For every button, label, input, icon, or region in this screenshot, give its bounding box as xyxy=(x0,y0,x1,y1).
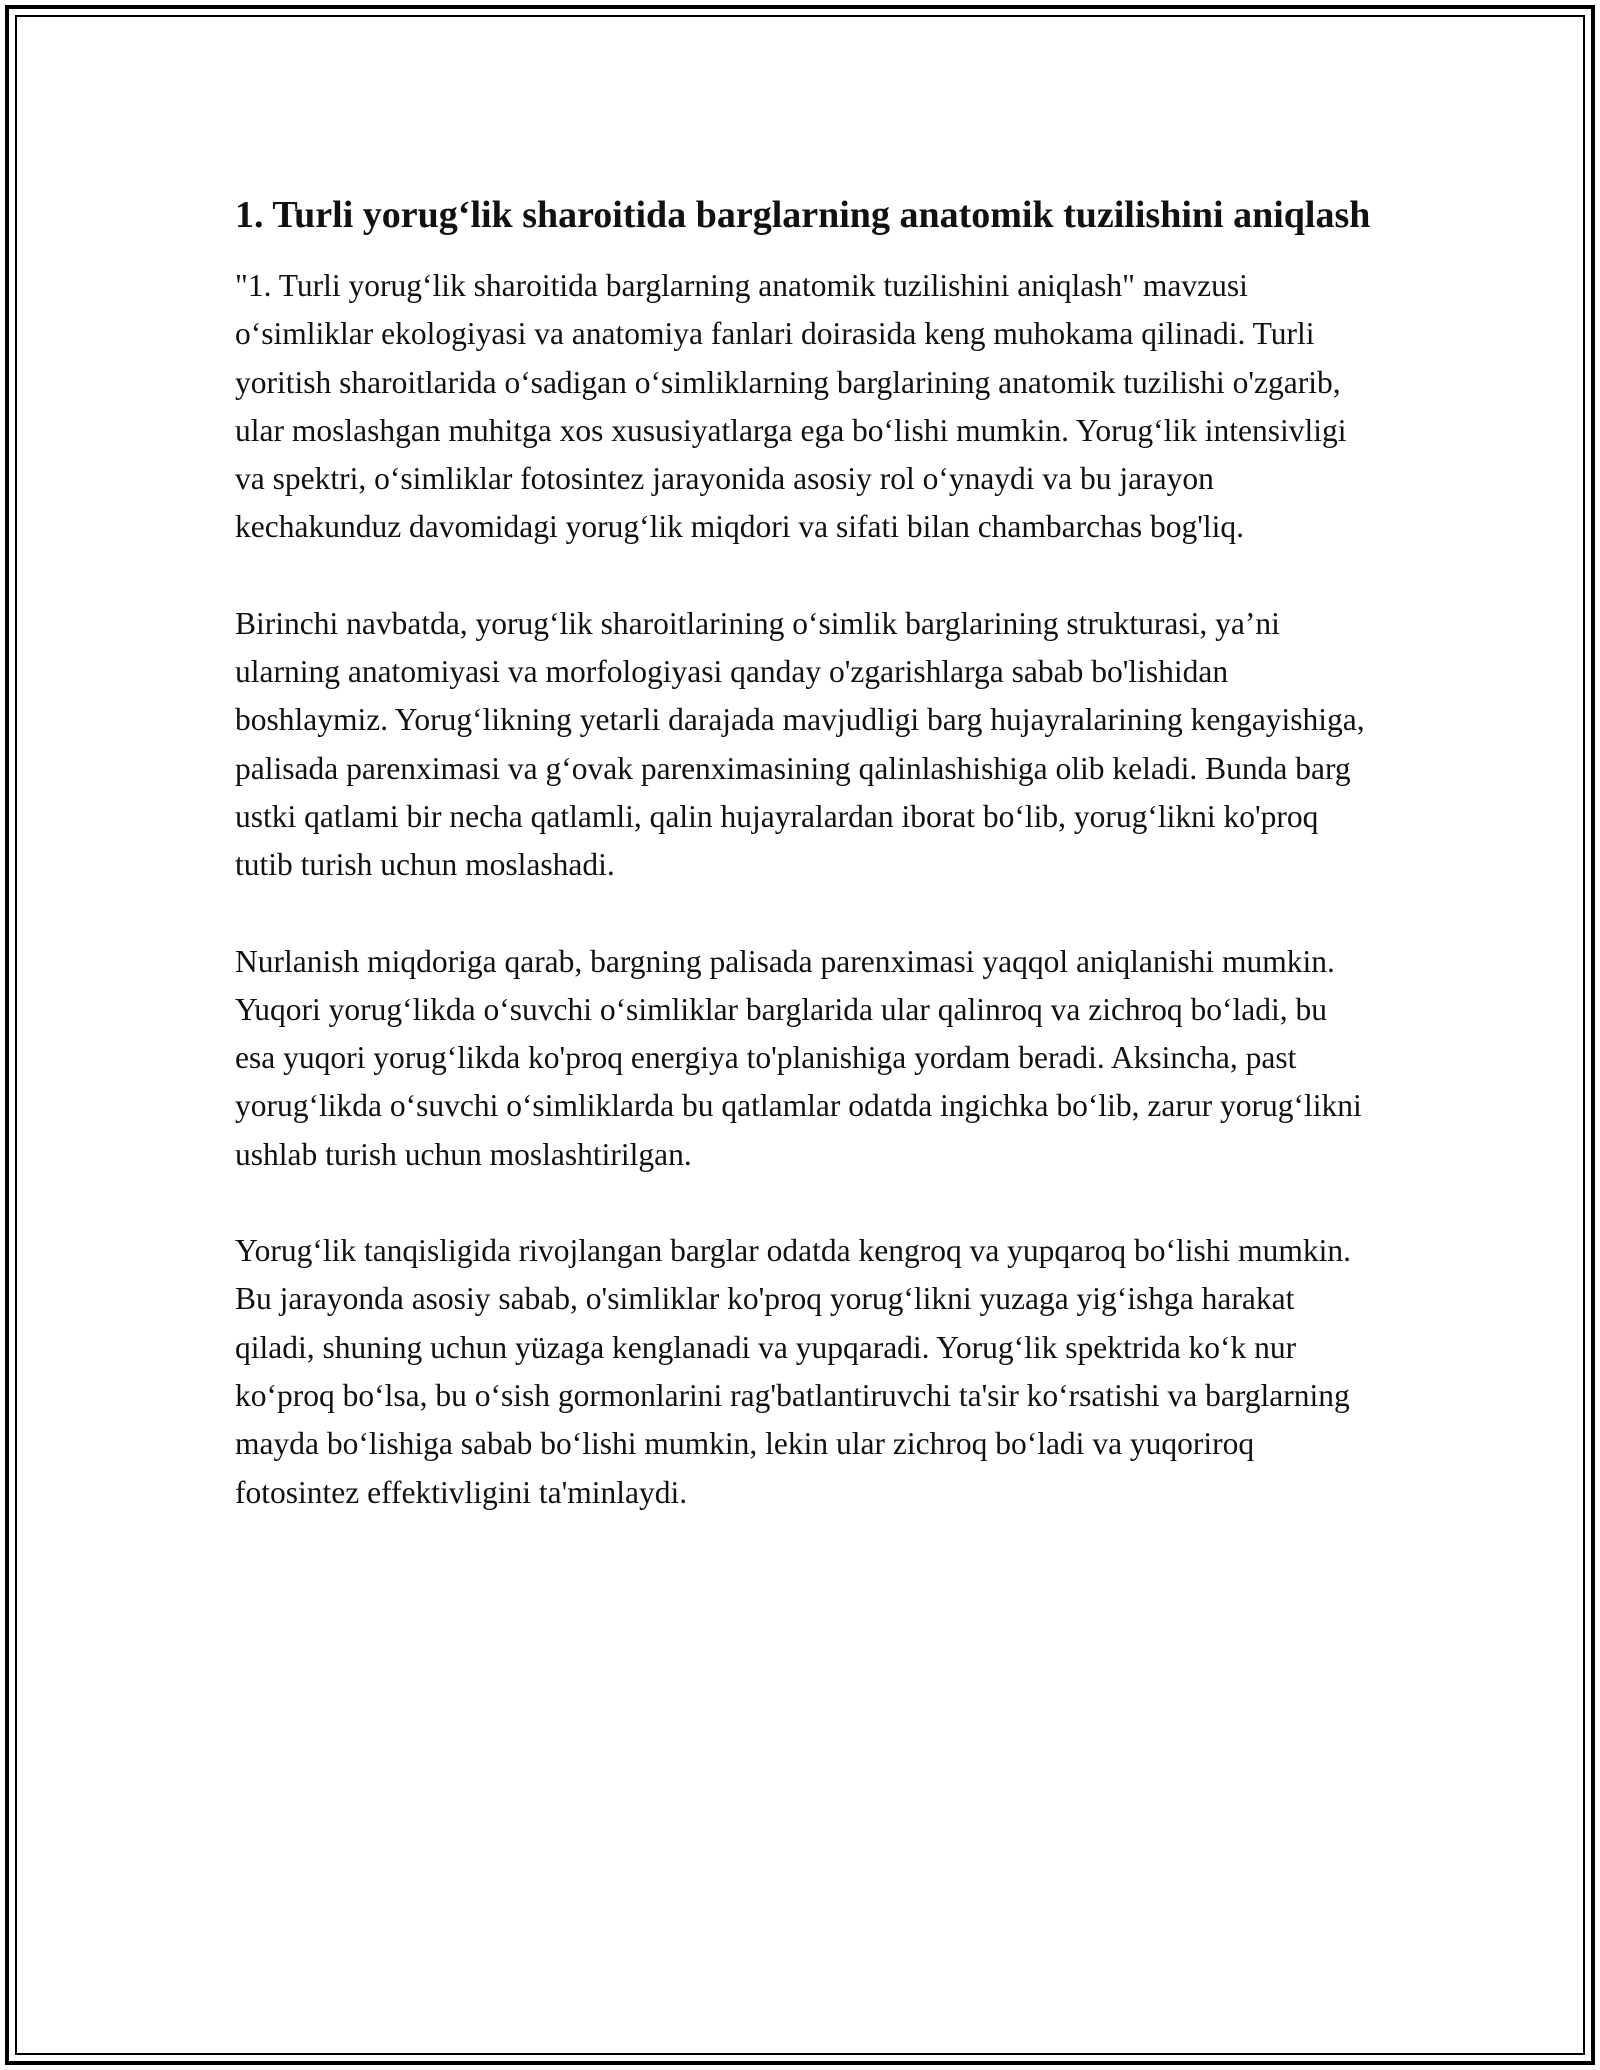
paragraph-3: Nurlanish miqdoriga qarab, bargning palisada parenximasi yaqqol aniqlanishi mumkin. Yuqori yorug‘likda o‘suvchi o‘simliklar barglarida ular qalinroq va zichroq bo‘ladi, bu esa yuqori yorug‘likda ko'proq energiya to'planishiga yordam beradi. Aksincha, past yorug‘likda o‘suvchi o‘simliklarda bu qatlamlar odatda ingichka bo‘lib, zarur yorug‘likni ushlab turish uchun moslashtirilgan. xyxy=(235,943,1362,1172)
paragraph-4: Yorug‘lik tanqisligida rivojlangan barglar odatda kengroq va yupqaroq bo‘lishi mumkin. Bu jarayonda asosiy sabab, o'simliklar ko'proq yorug‘likni yuzaga yig‘ishga harakat qiladi, shuning uchun yüzaga kenglanadi va yupqaradi. Yorug‘lik spektrida ko‘k nur ko‘proq bo‘lsa, bu o‘sish gormonlarini rag'batlantiruvchi ta'sir ko‘rsatishi va barglarning mayda bo‘lishiga sabab bo‘lishi mumkin, lekin ular zichroq bo‘ladi va yuqoriroq fotosintez effektivligini ta'minlaydi. xyxy=(235,1233,1352,1510)
paragraph-2: Birinchi navbatda, yorug‘lik sharoitlarining o‘simlik barglarining strukturasi, ya’ni ularning anatomiyasi va morfologiyasi qanday o'zgarishlarga sabab bo'lishidan boshlaymiz. Yorug‘likning yetarli darajada mavjudligi barg hujayralarining kengayishiga, palisada parenximasi va g‘ovak parenximasining qalinlashishiga olib keladi. Bunda barg ustki qatlami bir necha qatlamli, qalin hujayralardan iborat bo‘lib, yorug‘likni ko'proq tutib turish uchun moslashadi. xyxy=(235,605,1365,883)
paragraph-1: "1. Turli yorug‘lik sharoitida barglarning anatomik tuzilishini aniqlash" mavzusi o‘simliklar ekologiyasi va anatomiya fanlari doirasida keng muhokama qilinadi. Turli yoritish sharoitlarida o‘sadigan o‘simliklarning barglarining anatomik tuzilishi o'zgarib, ular moslashgan muhitga xos xususiyatlarga ega bo‘lishi mumkin. Yorug‘lik intensivligi va spektri, o‘simliklar fotosintez jarayonida asosiy rol o‘ynaydi va bu jarayon kechakunduz davomidagi yorug‘lik miqdori va sifati bilan chambarchas bog'liq. xyxy=(235,268,1347,545)
document-title: 1. Turli yorug‘lik sharoitida barglarning anatomik tuzilishini aniqlash xyxy=(235,194,1371,236)
document-body xyxy=(235,188,1375,1565)
